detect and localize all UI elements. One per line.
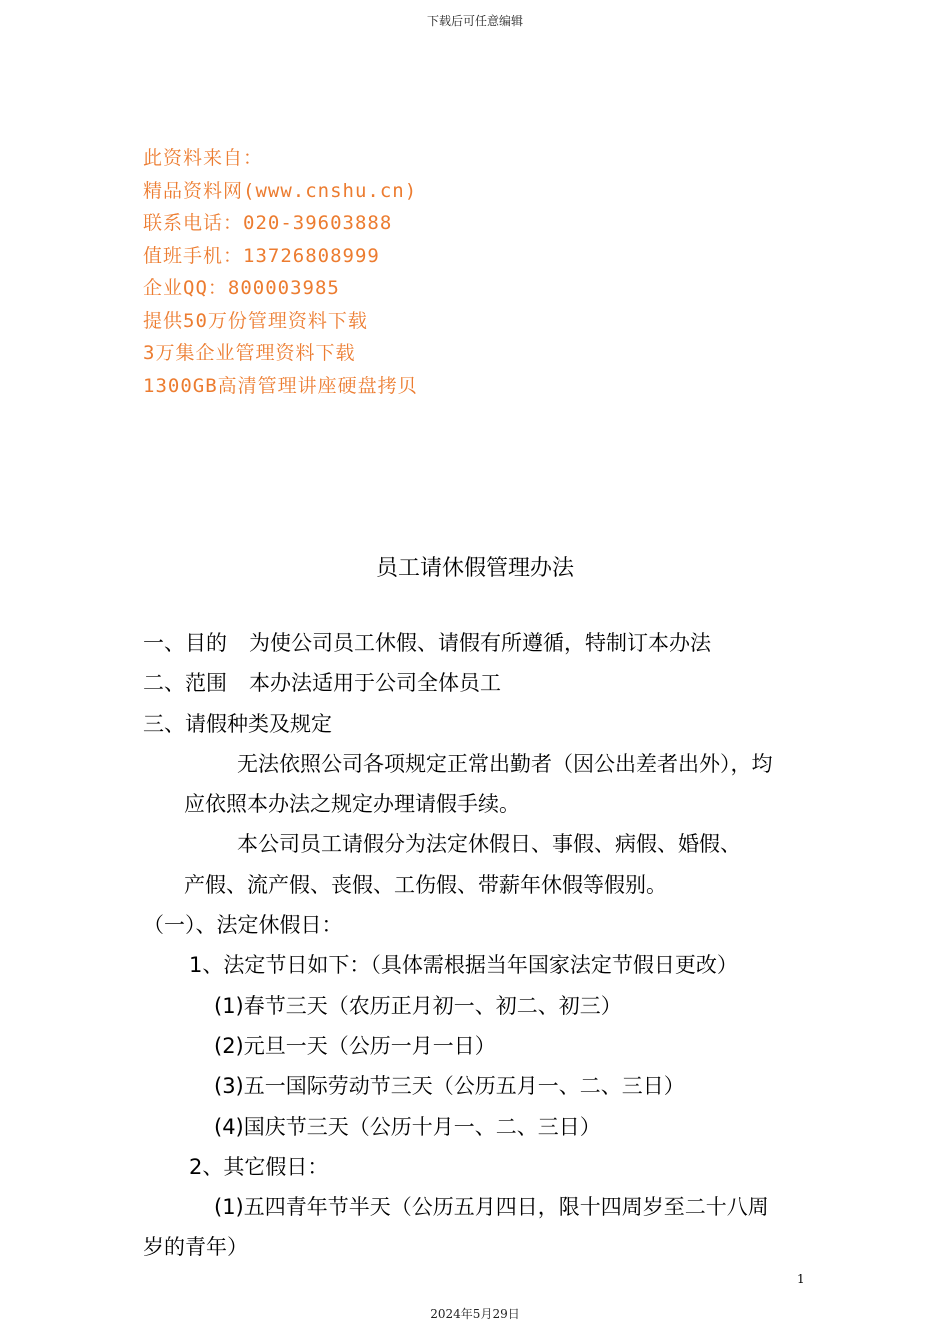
paragraph-line: 应依照本办法之规定办理请假手续。 — [184, 792, 520, 817]
page-header: 下载后可任意编辑 — [426, 14, 523, 28]
ad-line: 精品资料网(www.cnshu.cn) — [143, 179, 418, 202]
ad-line: 企业QQ：800003985 — [143, 277, 340, 299]
section-label: 二、范围 — [143, 671, 227, 696]
section-text: 本办法适用于公司全体员工 — [249, 671, 501, 696]
document-body — [143, 623, 813, 1268]
list-item-continuation: 岁的青年） — [143, 1235, 248, 1260]
subsection-heading: （一）、法定休假日： — [143, 913, 343, 938]
paragraph-line: 产假、流产假、丧假、工伤假、带薪年休假等假别。 — [184, 872, 667, 897]
section-text: 为使公司员工休假、请假有所遵循，特制订本办法 — [249, 631, 711, 655]
list-item: 2、其它假日： — [189, 1154, 329, 1179]
document-title: 员工请休假管理办法 — [375, 556, 574, 581]
list-item: 1、法定节日如下：（具体需根据当年国家法定节假日更改） — [189, 953, 738, 978]
ad-line: 3万集企业管理资料下载 — [143, 342, 356, 364]
ad-line: 1300GB高清管理讲座硬盘拷贝 — [143, 374, 418, 397]
list-item: (3)五一国际劳动节三天（公历五月一、二、三日） — [214, 1074, 685, 1099]
ad-line: 值班手机：13726808999 — [143, 244, 380, 267]
list-item: (4)国庆节三天（公历十月一、二、三日） — [214, 1114, 601, 1139]
paragraph-line: 无法依照公司各项规定正常出勤者（因公出差者出外），均 — [237, 751, 773, 776]
ad-line: 联系电话：020-39603888 — [143, 212, 393, 234]
ad-line: 此资料来自： — [143, 147, 264, 169]
section-label: 一、目的 — [143, 631, 227, 655]
section-scope — [143, 663, 813, 703]
page-footer-date: 2024年5月29日 — [430, 1307, 520, 1321]
list-item: (2)元旦一天（公历一月一日） — [214, 1033, 496, 1058]
ad-block — [143, 142, 418, 402]
list-item: (1)五四青年节半天（公历五月四日，限十四周岁至二十八周 — [214, 1195, 769, 1220]
list-item: (1)春节三天（农历正月初一、初二、初三） — [214, 993, 622, 1018]
paragraph-line: 本公司员工请假分为法定休假日、事假、病假、婚假、 — [237, 832, 741, 857]
page-number: 1 — [797, 1272, 805, 1286]
ad-line: 提供50万份管理资料下载 — [143, 309, 368, 332]
section-purpose — [143, 623, 813, 663]
section-leave-types: 三、请假种类及规定 — [143, 711, 332, 736]
